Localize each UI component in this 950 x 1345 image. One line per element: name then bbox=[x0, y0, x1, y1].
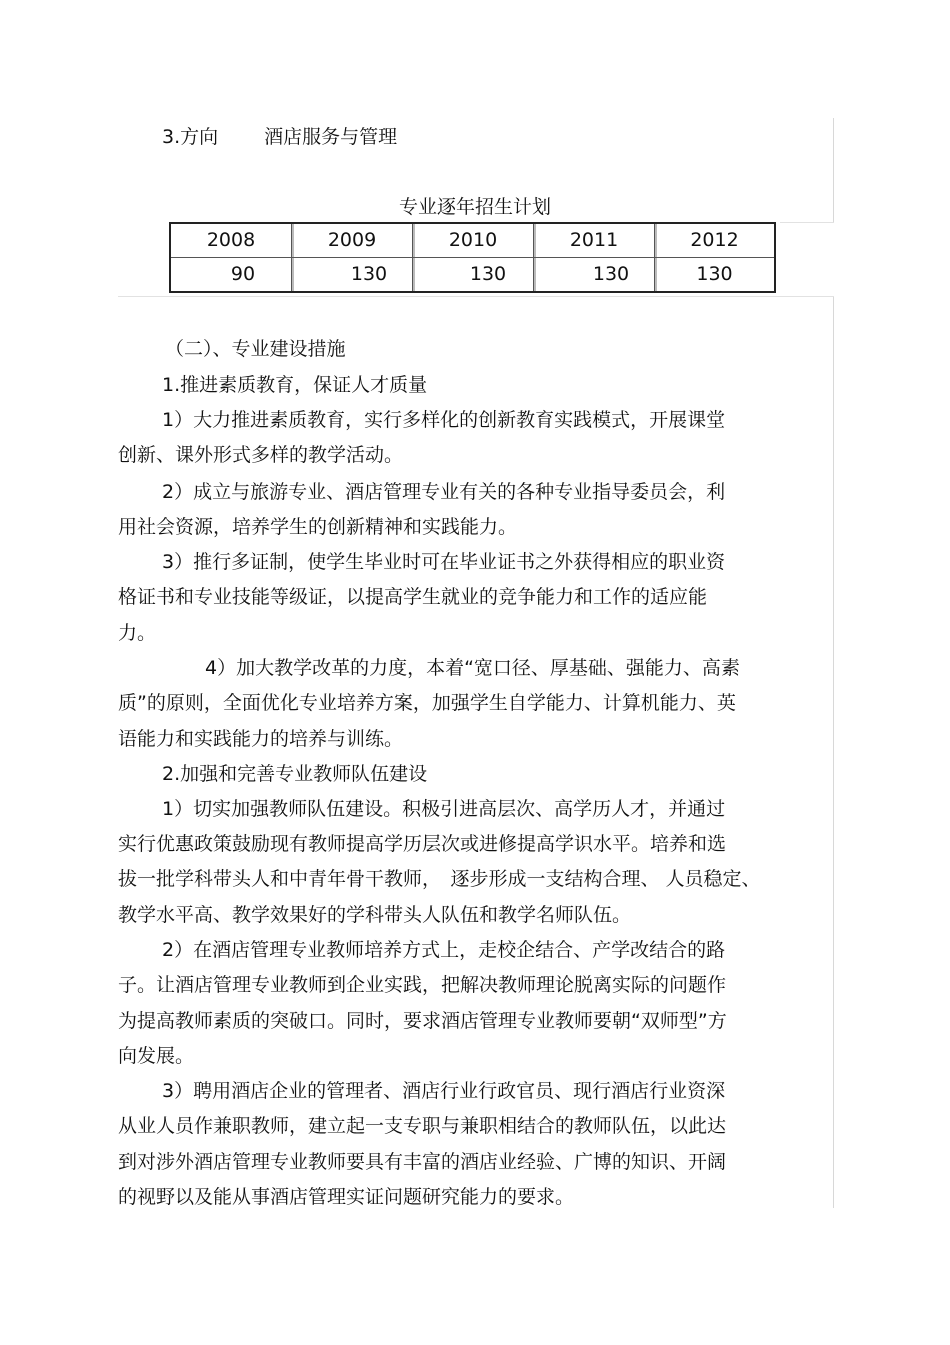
section-heading bbox=[162, 124, 397, 150]
count-cell: 130 bbox=[533, 257, 654, 291]
paragraph-line: 教学水平高、教学效果好的学科带头人队伍和教学名师队伍。 bbox=[118, 904, 632, 926]
heading-value: 酒店服务与管理 bbox=[264, 126, 398, 148]
table-caption: 专业逐年招生计划 bbox=[398, 196, 551, 218]
paragraph-line: 的视野以及能从事酒店管理实证问题研究能力的要求。 bbox=[118, 1186, 575, 1208]
count-cell: 130 bbox=[291, 257, 412, 291]
paragraph-line: 子。让酒店管理专业教师到企业实践，把解决教师理论脱离实际的问题作 bbox=[118, 974, 727, 996]
paragraph-line: 力。 bbox=[118, 622, 157, 644]
year-cell: 2012 bbox=[654, 224, 774, 257]
paragraph-line: 实行优惠政策鼓励现有教师提高学历层次或进修提高学识水平。培养和选 bbox=[118, 833, 727, 855]
paragraph-line: 格证书和专业技能等级证，以提高学生就业的竞争能力和工作的适应能 bbox=[118, 586, 708, 608]
paragraph-line: 创新、课外形式多样的教学活动。 bbox=[118, 444, 404, 466]
paragraph-line: 用社会资源，培养学生的创新精神和实践能力。 bbox=[118, 516, 518, 538]
paragraph-line: 语能力和实践能力的培养与训练。 bbox=[118, 728, 404, 750]
count-cell: 130 bbox=[654, 257, 774, 291]
paragraph-line: 4）加大教学改革的力度，本着“宽口径、厚基础、强能力、高素 bbox=[205, 657, 740, 679]
enrollment-plan-table bbox=[169, 222, 776, 293]
count-cell: 90 bbox=[171, 257, 291, 291]
paragraph-line: 质”的原则，全面优化专业培养方案，加强学生自学能力、计算机能力、英 bbox=[118, 692, 736, 714]
paragraph-line: 3）聘用酒店企业的管理者、酒店行业行政官员、现行酒店行业资深 bbox=[162, 1080, 726, 1102]
paragraph-line: 向发展。 bbox=[118, 1045, 195, 1067]
paragraph-line: 3）推行多证制，使学生毕业时可在毕业证书之外获得相应的职业资 bbox=[162, 551, 726, 573]
point-title: 1.推进素质教育，保证人才质量 bbox=[162, 374, 428, 396]
heading-label: 方向 bbox=[180, 126, 219, 148]
table-row bbox=[171, 257, 774, 291]
paragraph-line: 到对涉外酒店管理专业教师要具有丰富的酒店业经验、广博的知识、开阔 bbox=[118, 1151, 727, 1173]
paragraph-line: 为提高教师素质的突破口。同时，要求酒店管理专业教师要朝“双师型”方 bbox=[118, 1010, 727, 1032]
paragraph-line: 从业人员作兼职教师，建立起一支专职与兼职相结合的教师队伍，以此达 bbox=[118, 1115, 727, 1137]
year-cell: 2010 bbox=[412, 224, 533, 257]
point-title: 2.加强和完善专业教师队伍建设 bbox=[162, 763, 428, 785]
paragraph-line: 1）大力推进素质教育，实行多样化的创新教育实践模式，开展课堂 bbox=[162, 409, 726, 431]
heading-number: 3. bbox=[162, 126, 181, 148]
paragraph-line: 2）成立与旅游专业、酒店管理专业有关的各种专业指导委员会，利 bbox=[162, 481, 726, 503]
table-row bbox=[171, 224, 774, 257]
divider-line bbox=[118, 296, 834, 297]
right-margin-line bbox=[833, 296, 834, 1208]
paragraph-line: 1）切实加强教师队伍建设。积极引进高层次、高学历人才，并通过 bbox=[162, 798, 726, 820]
year-cell: 2009 bbox=[291, 224, 412, 257]
subsection-title: （二）、专业建设措施 bbox=[165, 338, 346, 360]
year-cell: 2008 bbox=[206, 229, 256, 251]
count-cell: 130 bbox=[412, 257, 533, 291]
divider-line bbox=[780, 222, 834, 223]
year-cell: 2011 bbox=[533, 224, 654, 257]
paragraph-line: 拔一批学科带头人和中青年骨干教师， 逐步形成一支结构合理、 人员稳定、 bbox=[118, 868, 761, 890]
paragraph-line: 2）在酒店管理专业教师培养方式上，走校企结合、产学改结合的路 bbox=[162, 939, 726, 961]
